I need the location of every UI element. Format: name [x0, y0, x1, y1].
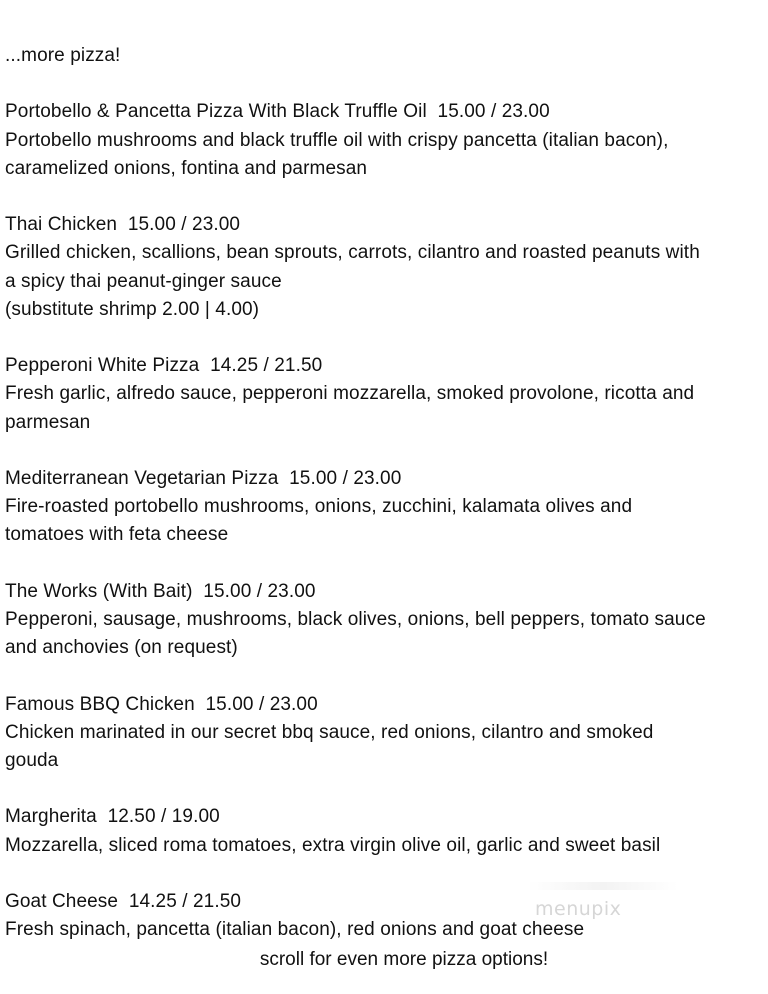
menu-item-description-line: tomatoes with feta cheese	[5, 524, 229, 546]
menu-item-description-line: Fire-roasted portobello mushrooms, onions, zucchini, kalamata olives and	[5, 496, 633, 518]
menu-item-description-line: Fresh garlic, alfredo sauce, pepperoni mozzarella, smoked provolone, ricotta and	[5, 383, 695, 405]
spacer	[5, 550, 765, 578]
spacer	[5, 662, 765, 690]
watermark-decoration	[528, 882, 678, 890]
menu-item-description-line: a spicy thai peanut-ginger sauce	[5, 270, 282, 292]
menu-item-heading: Margherita 12.50 / 19.00	[5, 806, 220, 828]
menu-item	[5, 98, 765, 183]
menu-item	[5, 691, 765, 776]
spacer	[5, 775, 765, 803]
menu-item-description-line: Pepperoni, sausage, mushrooms, black olives, onions, bell peppers, tomato sauce	[5, 608, 706, 630]
menu-item	[5, 211, 765, 324]
menu-item-heading: Portobello & Pancetta Pizza With Black Truffle Oil 15.00 / 23.00	[5, 101, 550, 123]
menu-item-heading: Mediterranean Vegetarian Pizza 15.00 / 23.00	[5, 467, 402, 489]
menu-item-description-line: Chicken marinated in our secret bbq sauce, red onions, cilantro and smoked	[5, 721, 654, 743]
menu-item-heading: Thai Chicken 15.00 / 23.00	[5, 214, 241, 236]
spacer	[5, 183, 765, 211]
menu-item	[5, 465, 765, 550]
menu-item-description-line: caramelized onions, fontina and parmesan	[5, 157, 368, 179]
section-intro: ...more pizza!	[5, 45, 121, 66]
menu-item	[5, 803, 765, 859]
menu-page	[5, 42, 765, 944]
spacer	[5, 70, 765, 98]
menu-item-description-line: and anchovies (on request)	[5, 637, 238, 659]
spacer	[5, 324, 765, 352]
menu-item	[5, 578, 765, 663]
menu-item-description-line: Portobello mushrooms and black truffle oil with crispy pancetta (italian bacon),	[5, 129, 669, 151]
menu-item-heading: Famous BBQ Chicken 15.00 / 23.00	[5, 693, 318, 715]
menu-item-description-line: (substitute shrimp 2.00 | 4.00)	[5, 298, 260, 320]
menu-item	[5, 352, 765, 437]
menu-item-description-line: Fresh spinach, pancetta (italian bacon), red onions and goat cheese	[5, 919, 585, 941]
watermark-logo: menupix	[535, 898, 622, 920]
menu-item-heading: The Works (With Bait) 15.00 / 23.00	[5, 580, 316, 602]
spacer	[5, 437, 765, 465]
menu-item-description-line: gouda	[5, 749, 59, 771]
menu-item-heading: Pepperoni White Pizza 14.25 / 21.50	[5, 355, 323, 377]
menu-item-heading: Goat Cheese 14.25 / 21.50	[5, 890, 242, 912]
menu-item-description-line: Grilled chicken, scallions, bean sprouts, carrots, cilantro and roasted peanuts with	[5, 242, 700, 264]
menu-item-description-line: Mozzarella, sliced roma tomatoes, extra virgin olive oil, garlic and sweet basil	[5, 834, 661, 856]
scroll-hint: scroll for even more pizza options!	[259, 949, 549, 970]
menu-item	[5, 888, 765, 944]
menu-item-description-line: parmesan	[5, 411, 91, 433]
